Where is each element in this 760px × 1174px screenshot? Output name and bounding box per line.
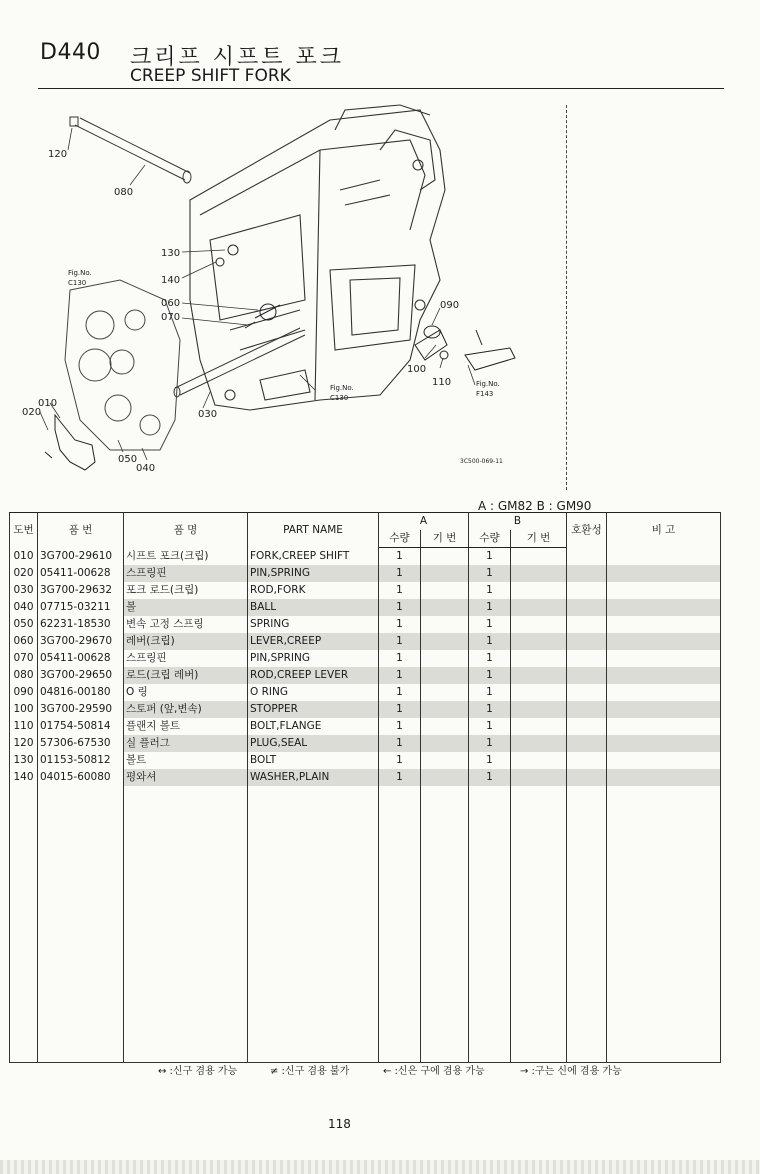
rod-080 — [70, 117, 191, 183]
col-part-name: PART NAME — [248, 513, 379, 548]
col-name-ko: 품 명 — [124, 513, 248, 548]
col-b-qty: 수량 — [469, 530, 511, 548]
callout-100: 100 — [407, 364, 427, 375]
callout-130: 130 — [161, 248, 181, 259]
callout-070: 070 — [161, 312, 181, 323]
table-row: 070 05411-00628 스프링핀 PIN,SPRING 1 1 — [10, 650, 721, 667]
page-title-english: CREEP SHIFT FORK — [130, 66, 291, 86]
table-row: 110 01754-50814 플랜지 볼트 BOLT,FLANGE 1 1 — [10, 718, 721, 735]
model-legend: A : GM82 B : GM90 — [478, 499, 592, 513]
page-number: 118 — [328, 1117, 351, 1131]
footnote-not-interchangeable: ≠ :신구 겸용 불가 — [270, 1066, 350, 1077]
table-row: 130 01153-50812 볼트 BOLT 1 1 — [10, 752, 721, 769]
callout-040: 040 — [136, 463, 156, 474]
col-group-b: B — [469, 513, 567, 531]
footnote-old-for-new: → :구는 신에 겸용 가능 — [520, 1066, 622, 1077]
callout-020: 020 — [22, 407, 42, 418]
col-no: 도번 — [10, 513, 38, 548]
fig-ref-c130-left: C130 — [68, 279, 87, 287]
table-row: 020 05411-00628 스프링핀 PIN,SPRING 1 1 — [10, 565, 721, 582]
callout-030: 030 — [198, 409, 218, 420]
shift-fork-010 — [45, 415, 95, 470]
callout-060: 060 — [161, 298, 181, 309]
col-group-a: A — [379, 513, 469, 531]
callout-090: 090 — [440, 300, 460, 311]
col-remarks: 비 고 — [607, 513, 721, 548]
fig-ref-c130-right: C130 — [330, 394, 349, 402]
footnote-new-for-old: ← :신은 구에 겸용 가능 — [383, 1066, 485, 1077]
bolt-washer-130-140 — [216, 245, 238, 266]
rod-030 — [174, 328, 305, 397]
table-row: 080 3G700-29650 로드(크립 레버) ROD,CREEP LEVER 1 1 — [10, 667, 721, 684]
col-b-sub: 기 번 — [511, 530, 567, 548]
callout-010: 010 — [38, 398, 58, 409]
table-row: 040 07715-03211 볼 BALL 1 1 — [10, 599, 721, 616]
stopper-100-110 — [415, 326, 515, 370]
table-row: 050 62231-18530 변속 고정 스프링 SPRING 1 1 — [10, 616, 721, 633]
callout-110: 110 — [432, 377, 452, 388]
table-row: 010 3G700-29610 시프트 포크(크립) FORK,CREEP SHIFT 1 1 — [10, 548, 721, 566]
table-blank-space — [10, 786, 721, 1063]
col-compat: 호환성 — [567, 513, 607, 548]
parts-table — [9, 512, 721, 1063]
fig-ref-f143: F143 — [476, 390, 494, 398]
table-row: 060 3G700-29670 레버(크립) LEVER,CREEP 1 1 — [10, 633, 721, 650]
col-a-sub: 기 번 — [421, 530, 469, 548]
table-row: 030 3G700-29632 포크 로드(크립) ROD,FORK 1 1 — [10, 582, 721, 599]
col-part-no: 품 번 — [38, 513, 124, 548]
lever-060 — [245, 304, 280, 328]
table-row: 100 3G700-29590 스토퍼 (앞,변속) STOPPER 1 1 — [10, 701, 721, 718]
table-row: 090 04816-00180 O 링 O RING 1 1 — [10, 684, 721, 701]
fig-ref-label-3: Fig.No. — [476, 380, 500, 388]
table-row: 120 57306-67530 실 플러그 PLUG,SEAL 1 1 — [10, 735, 721, 752]
callout-050: 050 — [118, 454, 138, 465]
callout-120: 120 — [48, 149, 68, 160]
exploded-parts-diagram — [0, 100, 760, 500]
col-a-qty: 수량 — [379, 530, 421, 548]
page-title-korean: 크리프 시프트 포크 — [130, 45, 345, 70]
callout-080: 080 — [114, 187, 134, 198]
fig-ref-label-1: Fig.No. — [68, 269, 92, 277]
table-row: 140 04015-60080 평와셔 WASHER,PLAIN 1 1 — [10, 769, 721, 786]
callout-140: 140 — [161, 275, 181, 286]
header-rule — [38, 88, 724, 89]
fig-ref-label-2: Fig.No. — [330, 384, 354, 392]
section-code: D440 — [40, 40, 101, 65]
scan-edge — [0, 1160, 760, 1174]
diagram-ref-code: 3C500-069-11 — [460, 458, 503, 465]
footnote-interchangeable: ↔ :신구 겸용 가능 — [158, 1066, 238, 1077]
